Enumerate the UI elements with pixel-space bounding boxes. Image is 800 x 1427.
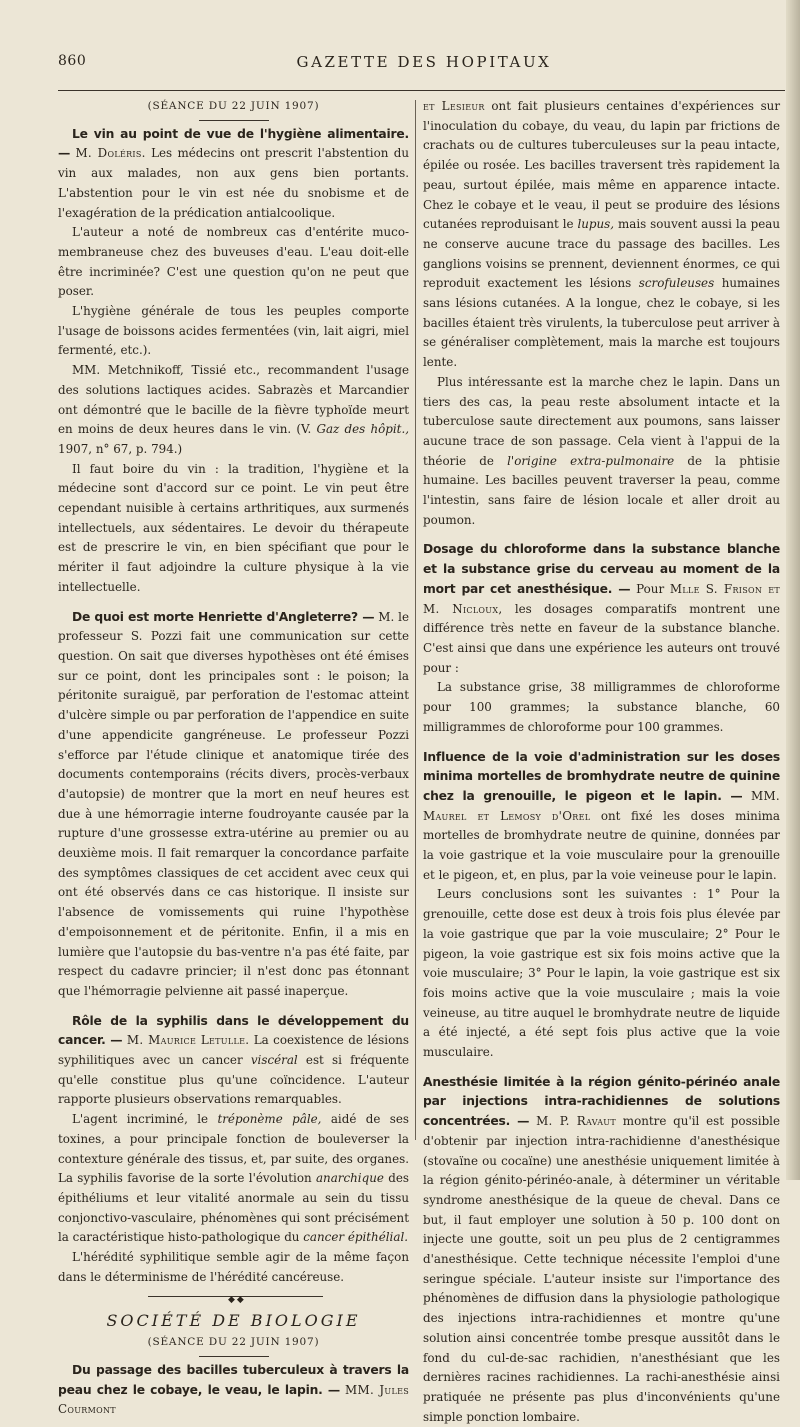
article-paragraph xyxy=(58,361,409,460)
paragraph-text: L'agent incriminé, le xyxy=(72,1112,209,1127)
section-heading: SOCIÉTÉ DE BIOLOGIE xyxy=(106,1311,361,1331)
article-paragraph: L'hérédité syphilitique semble agir de la même façon dans le déterminisme de l'hérédité cancéreuse. xyxy=(58,1250,409,1284)
italic-term: l'origine extra-pulmonaire xyxy=(507,453,675,468)
article-paragraph xyxy=(58,1110,409,1248)
article-author: M. Maurice Letulle. xyxy=(126,1033,250,1048)
article-quinine xyxy=(423,748,780,1063)
article-paragraph xyxy=(58,608,409,1002)
article-paragraph xyxy=(423,97,780,373)
italic-term: tréponème pâle, xyxy=(217,1112,322,1127)
italic-term: viscéral xyxy=(250,1053,298,1068)
article-title: Rôle de la syphilis dans le développement du cancer. — xyxy=(58,1013,409,1048)
article-title: Le vin au point de vue de l'hygiène alimentaire. — xyxy=(58,126,409,161)
paragraph-text: les dosages comparatifs montrent une différence très nette en faveur de la substance blanche. C'est ainsi que dans une expérience les auteurs ont trouvé pour : xyxy=(423,601,781,675)
paragraph-text: MM. Metchnikoff, Tissié etc., recommandent l'usage des solutions lactiques acides. Sabrazès et Marcandier ont démontré que le bacille de la fièvre typhoïde meurt en moins de deux heures dans le vin. (V. xyxy=(58,363,409,437)
paragraph-text: 1907, n° 67, p. 794.) xyxy=(58,441,183,456)
article-title: Anesthésie limitée à la région génito-périnéo anale par injections intra-rachidiennes de solutions concentrées. — xyxy=(423,1074,780,1129)
italic-term: scrofuleuses xyxy=(638,276,715,291)
article-paragraph xyxy=(58,1012,409,1111)
seance-date: (SÉANCE DU 22 JUIN 1907) xyxy=(147,1336,320,1349)
paragraph-text: ont fixé les doses minima mortelles de bromhydrate neutre de quinine, données par la voie gastrique et la voie musculaire pour la grenouille et le pigeon, et, en plus, par la voie veineuse pour le lapin. xyxy=(423,808,781,882)
page-edge xyxy=(786,0,800,1180)
article-author: M. P. Ravaut xyxy=(536,1114,616,1129)
article-paragraph xyxy=(423,748,780,886)
article-paragraph xyxy=(423,1073,780,1427)
header-rule xyxy=(58,90,785,91)
paragraph-text: La coexistence de lésions syphilitiques avec un cancer xyxy=(58,1033,410,1068)
running-header xyxy=(58,53,790,73)
article-author: MM. Maurel et Lemosy d'Orel xyxy=(423,788,780,823)
paragraph-text: montre qu'il est possible d'obtenir par injection intra-rachidienne d'anesthésique (stovaïne ou cocaïne) une anesthésie uniquement limitée à la région génito-périnéo-anale, à déterminer un véritable syndrome anesthésique de la queue de cheval. Dans ce but, il faut employer une solution à 50 p. 100 dont on injecte une goutte, soit un peu plus de 2 centigrammes d'anesthésique. Cette technique nécessite l'emploi d'une seringue spéciale. L'auteur insiste sur l'importance des phénomènes de diffusion dans la physiologie pathologique des injections intra-rachidiennes et montre qu'une solution ainsi concentrée tombe presque aussitôt dans le fond du cul-de-sac rachidien, n'anesthésiant que les dernières racines rachidiennes. La rachi-anesthésie ainsi pratiquée ne présente pas plus d'inconvénients qu'une simple ponction lombaire. xyxy=(423,1114,781,1424)
italic-term: cancer épithélial. xyxy=(303,1230,409,1245)
article-author: MM. Jules Courmont xyxy=(58,1382,409,1417)
italic-term: lupus, xyxy=(577,217,615,232)
paragraph-text: mais souvent aussi la peau ne conserve aucune trace du passage des bacilles. Les ganglions voisins se prennent, deviennent énormes, ce qui reproduit exactement les lésions xyxy=(423,217,781,291)
article-chloroforme xyxy=(423,540,780,737)
paragraph-text: de la phtisie humaine. Les bacilles peuvent traverser la peau, comme l'intestin, sans faire de lésion locale et aller droit au poumon. xyxy=(423,453,780,527)
ornament-divider: ◆◆ xyxy=(58,1289,409,1305)
paragraph-text: aidé de ses toxines, a pour principale fonction de bouleverser la contexture générale des tissus, et, par suite, des organes. La syphilis favorise de la sorte l'évolution xyxy=(58,1112,409,1186)
article-author: Mlle S. Frison et M. Nicloux, xyxy=(423,581,781,616)
paragraph-text: ont fait plusieurs centaines d'expériences sur l'inoculation du cobaye, du veau, du lapin par frictions de crachats ou de cultures tuberculeuses sur la peau intacte, épilée ou rosée. Les bacilles traversent très rapidement la peau, surtout épilée, mais même en apparence intacte. Chez le cobaye et le veau, il peut se produire des lésions cutanées reproduisant le xyxy=(423,99,781,232)
section-rule xyxy=(199,120,269,121)
journal-title: GAZETTE DES HOPITAUX xyxy=(296,53,552,71)
paragraph-text: M. le professeur S. Pozzi fait une communication sur cette question. On sait que diverses hypothèses ont été émises sur ce point, dont les principales sont : le poison; la péritonite suraiguë, par perforation de l'estomac atteint d'ulcère simple ou par perforation de l'appendice en suite d'une appendicite gangréneuse. Le professeur Pozzi s'efforce par l'étude clinique et anatomique tirée des documents contemporains (récits divers, procès-verbaux d'autopsie) de montrer que la mort en neuf heures est due à une hémorragie interne foudroyante causée par la rupture d'une grossesse extra-utérine au premier ou au deuxième mois. Il fait remarquer la concordance parfaite des symptômes classiques de cet accident avec ceux qui ont été observés dans ce cas historique. Il insiste sur l'absence de vomissements qui ruine l'hypothèse d'empoisonnement et de péritonite. Enfin, il a mis en lumière que l'autopsie du bas-ventre n'a pas été faite, par respect du cadavre princier; il n'est donc pas étonnant que l'hémorragie pelvienne ait passé inaperçue. xyxy=(58,609,410,998)
article-title: Influence de la voie d'administration sur les doses minima mortelles de bromhydrate neutre de quinine chez la grenouille, le pigeon et le lapin. — xyxy=(423,749,780,803)
article-paragraph xyxy=(423,373,780,531)
article-paragraph: Leurs conclusions sont les suivantes : 1° Pour la grenouille, cette dose est deux à trois fois plus élevée par la voie gastrique que par la voie musculaire; 2° Pour le pigeon, la voie gastrique est six fois moins active que la voie musculaire; 3° Pour le lapin, la voie gastrique est six fois moins active que la voie musculaire ; mais la voie veineuse, au titre auquel le bromhydrate neutre de liquide a été injecté, a été sept fois plus active que la voie musculaire. xyxy=(423,887,780,1060)
article-paragraph xyxy=(423,540,780,678)
article-paragraph: La substance grise, 38 milligrammes de chloroforme pour 100 grammes; la substance blanche, 60 milligrammes de chloroforme pour 100 grammes. xyxy=(423,680,780,734)
seance-date: (SÉANCE DU 22 JUIN 1907) xyxy=(147,100,320,112)
section-rule xyxy=(199,1356,269,1357)
article-bacilles xyxy=(58,1361,409,1420)
paragraph-text: est si fréquente qu'elle constitue plus qu'une coïncidence. L'auteur rapporte plusieurs observations remarquables. xyxy=(58,1053,410,1107)
article-paragraph xyxy=(58,1361,409,1420)
article-anesthesie xyxy=(423,1073,780,1427)
left-column xyxy=(58,97,409,1420)
article-bacilles-continued xyxy=(423,97,780,530)
page-number: 860 xyxy=(58,53,87,69)
article-title: Du passage des bacilles tuberculeux à travers la peau chez le cobaye, le veau, le lapin. — xyxy=(58,1362,409,1397)
article-title: Dosage du chloroforme dans la substance blanche et la substance grise du cerveau au moment de la mort par cet anesthésique. — xyxy=(423,542,780,596)
article-paragraph: Il faut boire du vin : la tradition, l'hygiène et la médecine sont d'accord sur ce point. Le vin peut être cependant nuisible à certains arthritiques, aux surmenés intellectuels, aux sédentaires. Le devoir du thérapeute est de prescrire le vin, en bien spécifiant que pour le mériter il faut adjoindre la culture physique à la vie intellectuelle. xyxy=(58,461,409,594)
paragraph-text: humaines sans lésions cutanées. A la longue, chez le cobaye, si les bacilles étaient très virulents, la tuberculose peut arriver à se généraliser complètement, mais la marche est toujours lente. xyxy=(423,276,781,370)
article-vin xyxy=(58,125,409,598)
article-paragraph xyxy=(58,125,409,224)
paragraph-text: Les médecins ont prescrit l'abstention du vin aux malades, non aux gens bien portants. L'abstention pour le vin est née du snobisme et de l'exagération de la prédication antialcoolique. xyxy=(58,146,409,220)
journal-reference: Gaz des hôpit., xyxy=(316,422,410,437)
paragraph-text: Pour xyxy=(636,581,665,596)
article-author: M. Doléris. xyxy=(75,146,146,161)
right-column xyxy=(423,97,780,1427)
article-henriette xyxy=(58,608,409,1002)
article-paragraph: L'hygiène générale de tous les peuples comporte l'usage de boissons acides fermentées (vin, lait aigri, miel fermenté, etc.). xyxy=(58,304,409,358)
article-paragraph: L'auteur a noté de nombreux cas d'entérite muco-membraneuse chez des buveuses d'eau. L'eau doit-elle être incriminée? C'est une question qu'on ne peut que poser. xyxy=(58,225,409,299)
paragraph-text: des épithéliums et leur vitalité anormale au sein du tissu conjonctivo-vasculaire, phénomènes qui sont précisément la caractéristique histo-pathologique du xyxy=(58,1171,410,1245)
article-author: et Lesieur xyxy=(423,99,485,113)
italic-term: anarchique xyxy=(315,1171,384,1186)
article-syphilis xyxy=(58,1012,409,1288)
column-separator xyxy=(415,100,416,1140)
article-title: De quoi est morte Henriette d'Angleterre? — xyxy=(72,609,375,624)
paragraph-text: Plus intéressante est la marche chez le lapin. Dans un tiers des cas, la peau reste absolument intacte et la tuberculose saute directement aux poumons, sans laisser aucune trace de son passage. Cela vient à l'appui de la théorie de xyxy=(423,374,780,468)
